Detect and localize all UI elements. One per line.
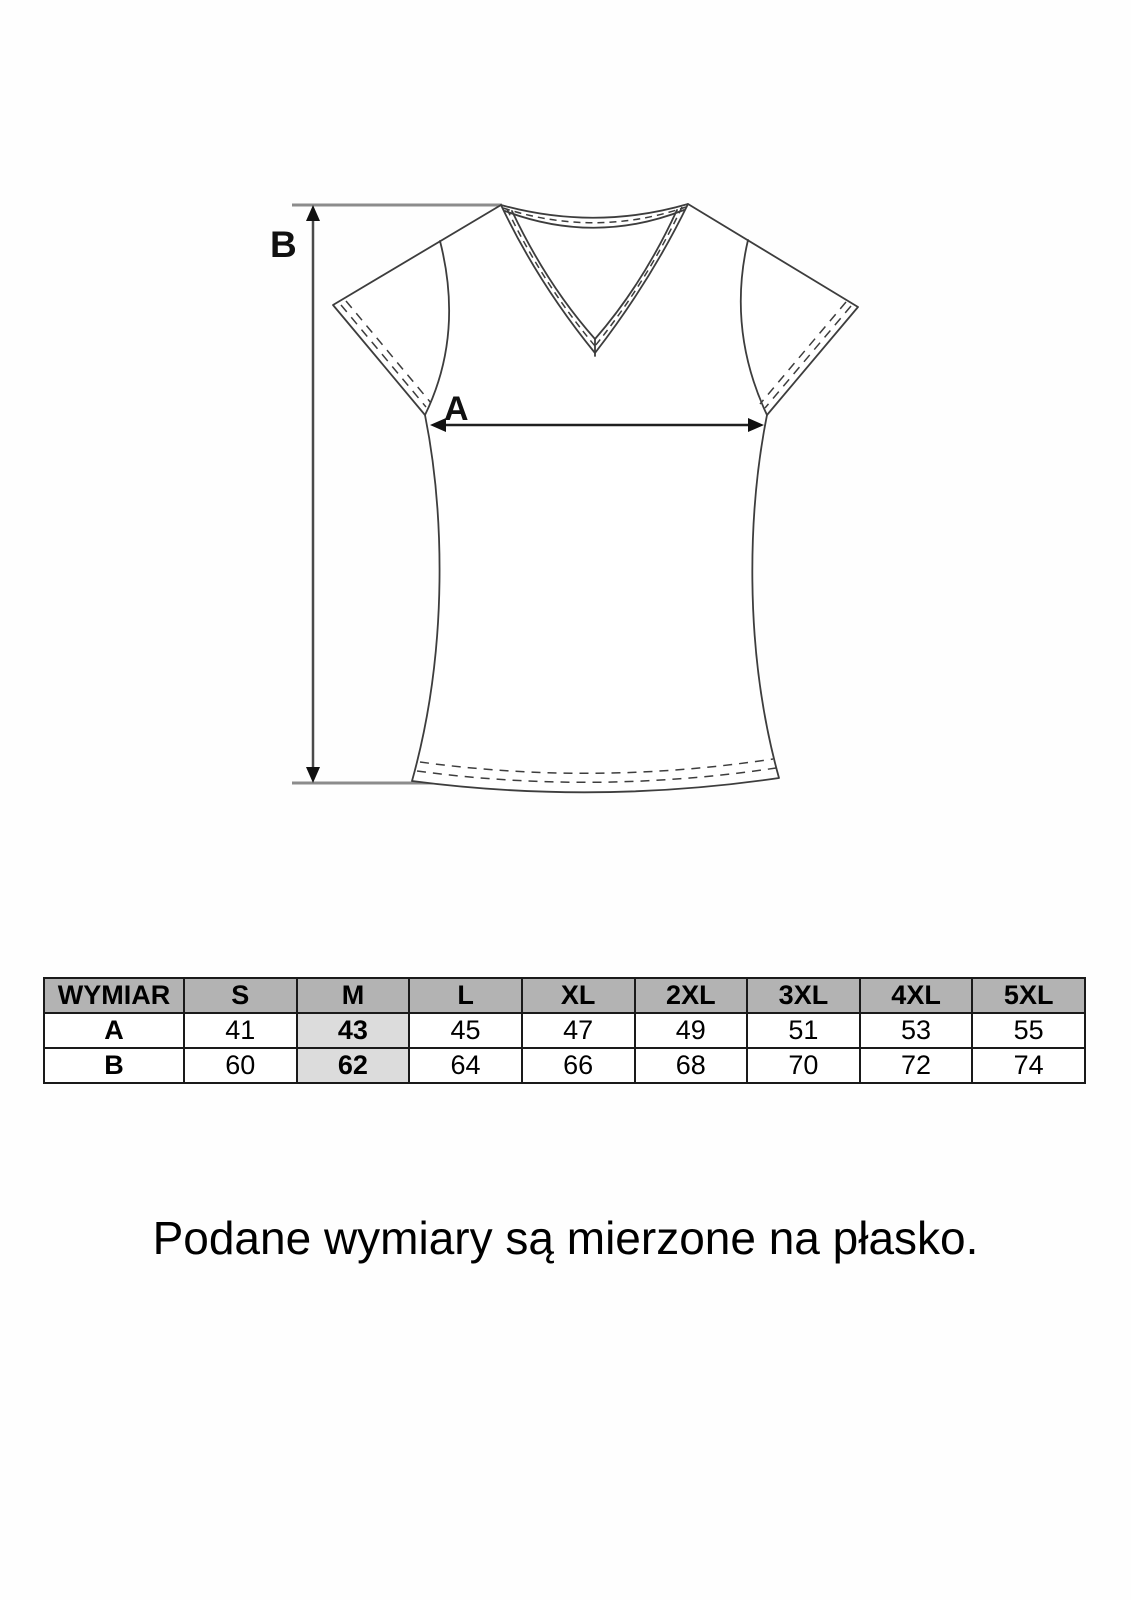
size-value-cell: 51 <box>747 1013 860 1048</box>
size-table <box>43 977 1086 1084</box>
tshirt-measurement-diagram <box>250 175 890 825</box>
size-value-cell: 64 <box>409 1048 522 1083</box>
dimension-arrow-b <box>306 205 320 783</box>
measurement-note: Podane wymiary są mierzone na płasko. <box>152 1212 979 1264</box>
size-value-cell-highlighted: 62 <box>297 1048 410 1083</box>
size-col-header-m: M <box>297 978 410 1013</box>
size-value-cell: 68 <box>635 1048 748 1083</box>
size-col-header-xl: XL <box>522 978 635 1013</box>
size-value-cell: 53 <box>860 1013 973 1048</box>
dimension-row-label: B <box>44 1048 184 1083</box>
tshirt-drawing <box>250 175 890 825</box>
size-col-header-l: L <box>409 978 522 1013</box>
dimension-label-a: A <box>444 390 469 428</box>
size-table-header-row <box>44 978 1085 1013</box>
size-col-header-s: S <box>184 978 297 1013</box>
size-value-cell-highlighted: 43 <box>297 1013 410 1048</box>
size-col-header-3xl: 3XL <box>747 978 860 1013</box>
size-col-header-5xl: 5XL <box>972 978 1085 1013</box>
size-value-cell: 49 <box>635 1013 748 1048</box>
size-value-cell: 72 <box>860 1048 973 1083</box>
table-row-dimension-b <box>44 1048 1085 1083</box>
size-value-cell: 60 <box>184 1048 297 1083</box>
dimension-row-label: A <box>44 1013 184 1048</box>
size-value-cell: 41 <box>184 1013 297 1048</box>
size-col-header-4xl: 4XL <box>860 978 973 1013</box>
size-value-cell: 66 <box>522 1048 635 1083</box>
table-row-dimension-a <box>44 1013 1085 1048</box>
size-value-cell: 47 <box>522 1013 635 1048</box>
tshirt-outline <box>333 204 858 792</box>
dimension-label-b: B <box>270 224 297 265</box>
size-col-header-2xl: 2XL <box>635 978 748 1013</box>
size-value-cell: 70 <box>747 1048 860 1083</box>
size-col-header-wymiar: WYMIAR <box>44 978 184 1013</box>
size-value-cell: 74 <box>972 1048 1085 1083</box>
size-value-cell: 45 <box>409 1013 522 1048</box>
size-value-cell: 55 <box>972 1013 1085 1048</box>
